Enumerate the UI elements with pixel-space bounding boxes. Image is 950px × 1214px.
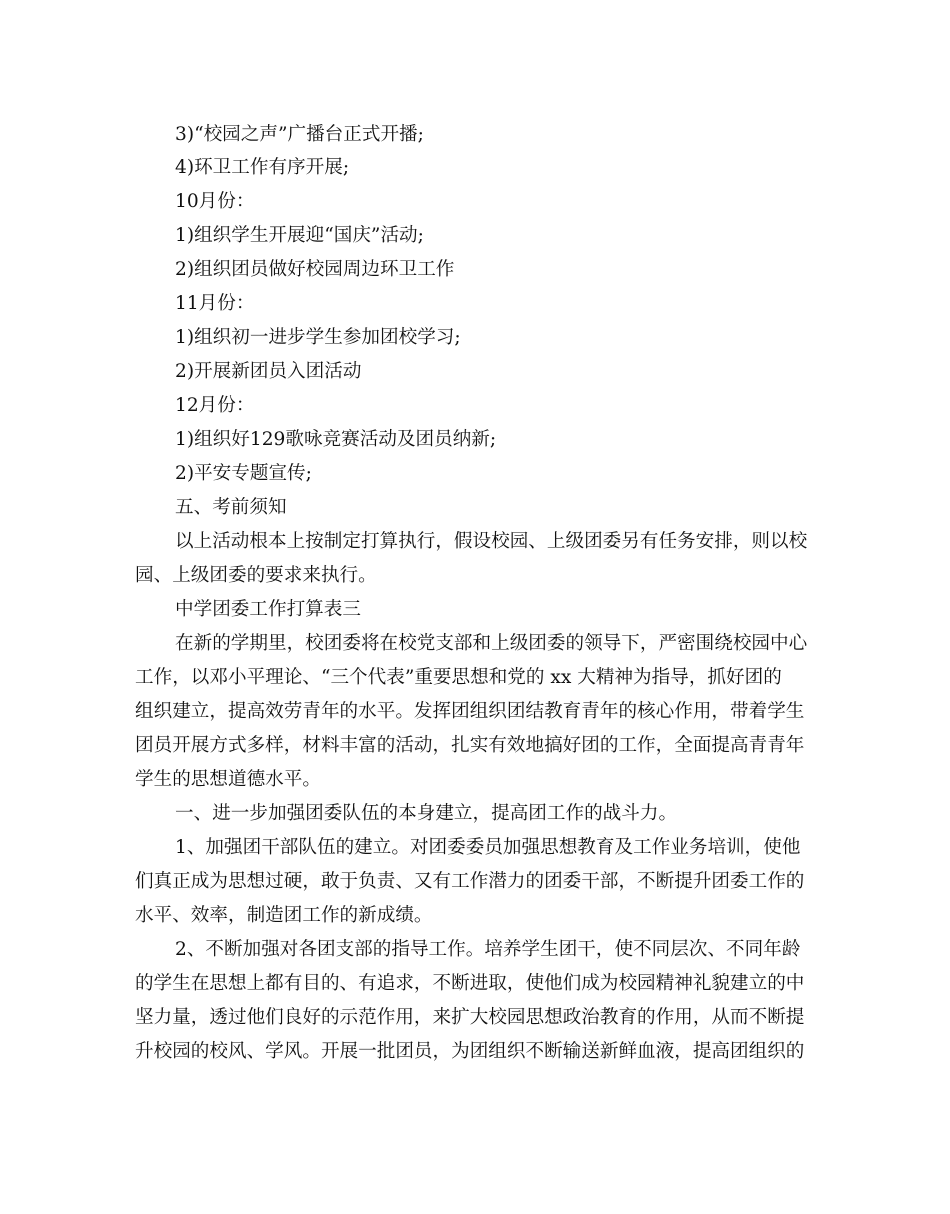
section-heading: 一、进一步加强团委队伍的本身建立，提高团工作的战斗力。 [175, 803, 678, 824]
text-line: 1)组织好129歌咏竞赛活动及团员纳新; [175, 429, 497, 450]
text-line: 2)组织团员做好校园周边环卫工作 [175, 259, 455, 280]
text-line: 团员开展方式多样，材料丰富的活动，扎实有效地搞好团的工作，全面提高青青年 [135, 735, 805, 756]
text-line: 坚力量，透过他们良好的示范作用，来扩大校园思想政治教育的作用，从而不断提 [135, 1007, 805, 1028]
text-line: 组织建立，提高效劳青年的水平。发挥团组织团结教育青年的核心作用，带着学生 [135, 701, 805, 722]
text-line: 10月份： [175, 191, 255, 212]
text-line: 学生的思想道德水平。 [135, 769, 321, 790]
text-line: 工作，以邓小平理论、“三个代表”重要思想和党的 xx 大精神为指导，抓好团的 [135, 667, 782, 688]
text-line: 1)组织初一进步学生参加团校学习; [175, 327, 461, 348]
text-line: 们真正成为思想过硬，敢于负责、又有工作潜力的团委干部，不断提升团委工作的 [135, 871, 805, 892]
document-subtitle: 中学团委工作打算表三 [175, 599, 361, 620]
text-line: 1)组织学生开展迎“国庆”活动; [175, 225, 424, 246]
text-line: 水平、效率，制造团工作的新成绩。 [135, 905, 433, 926]
text-line: 12月份： [175, 395, 255, 416]
text-line: 以上活动根本上按制定打算执行，假设校园、上级团委另有任务安排，则以校 [175, 531, 808, 552]
text-line: 园、上级团委的要求来执行。 [135, 565, 377, 586]
text-line: 2、不断加强对各团支部的指导工作。培养学生团干，使不同层次、不同年龄 [175, 939, 801, 960]
text-line: 在新的学期里，校团委将在校党支部和上级团委的领导下，严密围绕校园中心 [175, 633, 808, 654]
text-line: 4)环卫工作有序开展; [175, 157, 350, 178]
text-line: 升校园的校风、学风。开展一批团员，为团组织不断输送新鲜血液，提高团组织的 [135, 1041, 805, 1062]
text-line: 1、加强团干部队伍的建立。对团委委员加强思想教育及工作业务培训，使他 [175, 837, 801, 858]
text-line: 的学生在思想上都有目的、有追求，不断进取，使他们成为校园精神礼貌建立的中 [135, 973, 805, 994]
text-line: 11月份： [175, 293, 255, 314]
text-line: 2)开展新团员入团活动 [175, 361, 362, 382]
text-line: 3)“校园之声”广播台正式开播; [175, 124, 424, 145]
text-line: 2)平安专题宣传; [175, 463, 312, 484]
section-heading: 五、考前须知 [175, 497, 287, 518]
